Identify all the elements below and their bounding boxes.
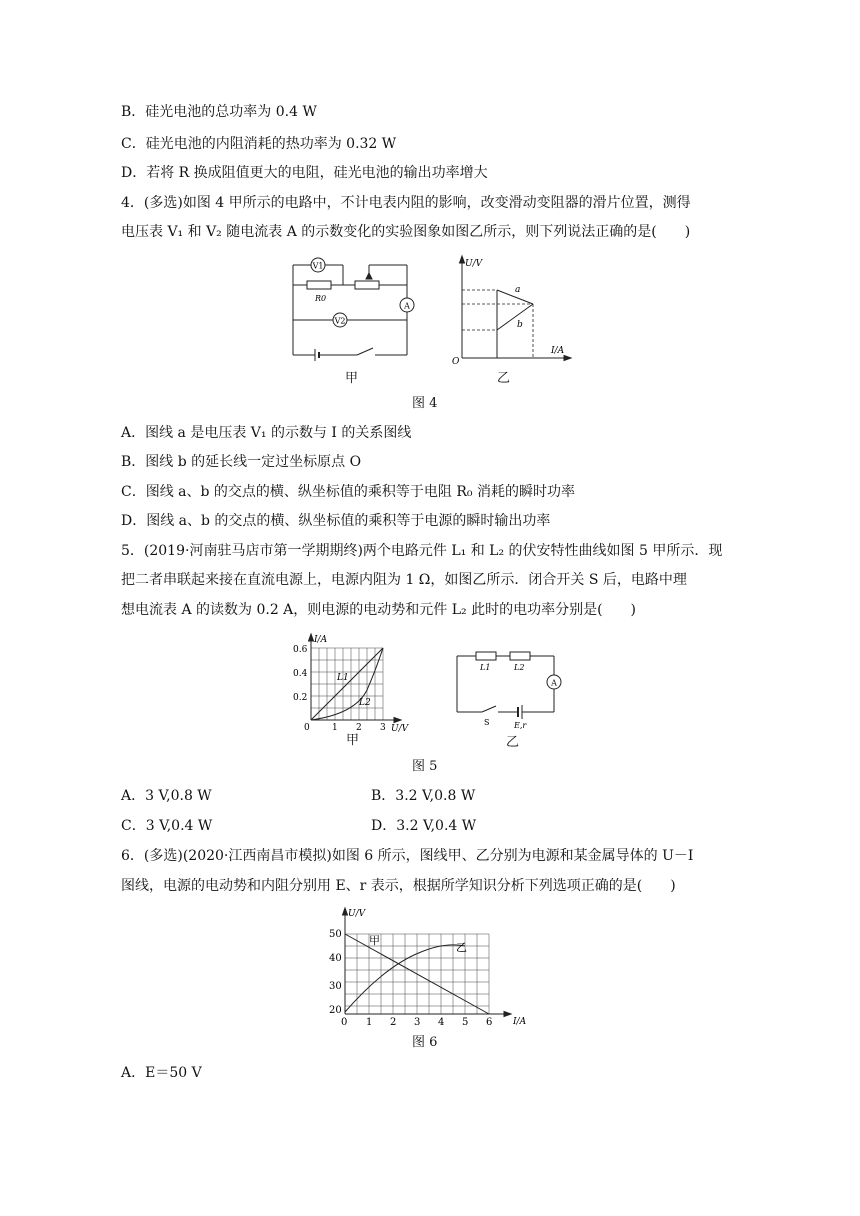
q5-circuit-diagram xyxy=(452,648,572,730)
q4-circuit-diagram xyxy=(285,255,415,365)
q5-iu-graph xyxy=(293,628,423,740)
q5-option-b: B．3.2 V,0.8 W xyxy=(371,788,476,804)
q6-xtick-1: 1 xyxy=(366,1017,373,1028)
q5-xtick-1: 1 xyxy=(332,723,338,733)
q5-xtick-3: 3 xyxy=(380,723,386,733)
q5-ytick-0: 0 xyxy=(304,723,310,733)
q4-option-d: D．图线 a、b 的交点的横、纵坐标值的乘积等于电源的瞬时输出功率 xyxy=(121,513,551,529)
q4-fig-caption: 图 4 xyxy=(412,396,438,411)
q6-line-yi-label: 乙 xyxy=(456,941,467,954)
q5-circuit-l1: L1 xyxy=(480,663,491,672)
q6-xtick-2: 2 xyxy=(390,1017,397,1028)
q6-xtick-3: 3 xyxy=(414,1017,421,1028)
q4-graph-ylabel: U/V xyxy=(465,259,483,269)
q5-option-d: D．3.2 V,0.4 W xyxy=(371,818,477,834)
q5-circuit-l2: L2 xyxy=(514,663,525,672)
q5-ytick-06: 0.6 xyxy=(293,645,308,655)
q5-stem-line3: 想电流表 A 的读数为 0.2 A，则电源的电动势和元件 L₂ 此时的电功率分别是( ) xyxy=(121,602,637,618)
q4-line-b-label: b xyxy=(517,320,523,330)
q5-l1-label: L1 xyxy=(337,673,349,683)
q6-xtick-6: 6 xyxy=(486,1017,493,1028)
q5-option-a: A．3 V,0.8 W xyxy=(121,788,212,804)
r0-label: R0 xyxy=(315,294,327,303)
ammeter-label: A xyxy=(404,301,410,311)
q4-ui-graph xyxy=(445,252,575,367)
q5-ytick-02: 0.2 xyxy=(293,693,308,703)
q5-stem-line2: 把二者串联起来接在直流电源上，电源内阻为 1 Ω，如图乙所示．闭合开关 S 后，电路中理 xyxy=(121,572,687,588)
q5-graph-ylabel: I/A xyxy=(314,635,328,645)
q3-option-b: B．硅光电池的总功率为 0.4 W xyxy=(121,104,317,120)
q6-stem-line1: 6．(多选)(2020·江西南昌市模拟)如图 6 所示，图线甲、乙分别为电源和某金属导体的 U－I xyxy=(121,848,694,864)
q5-graph-xlabel: U/V xyxy=(391,724,409,734)
q5-option-c: C．3 V,0.4 W xyxy=(121,818,213,834)
q5-l2-label: L2 xyxy=(359,698,371,708)
q4-graph-xlabel: I/A xyxy=(551,346,565,356)
q4-option-c: C．图线 a、b 的交点的横、纵坐标值的乘积等于电阻 R₀ 消耗的瞬时功率 xyxy=(121,484,575,500)
q6-ytick-20: 20 xyxy=(329,1005,342,1016)
q5-source-label: E,r xyxy=(514,721,527,730)
q6-stem-line2: 图线，电源的电动势和内阻分别用 E、r 表示，根据所学知识分析下列选项正确的是( ) xyxy=(121,878,676,894)
q6-ytick-50: 50 xyxy=(329,929,342,940)
q6-fig-caption: 图 6 xyxy=(412,1035,438,1050)
q4-fig-right-label: 乙 xyxy=(497,371,511,386)
q5-stem-line1: 5．(2019·河南驻马店市第一学期期终)两个电路元件 L₁ 和 L₂ 的伏安特性曲线如图 5 甲所示．现 xyxy=(121,543,723,559)
q6-ytick-30: 30 xyxy=(329,981,342,992)
q5-fig-right-label: 乙 xyxy=(506,735,520,750)
q3-option-d: D．若将 R 换成阻值更大的电阻，硅光电池的输出功率增大 xyxy=(121,165,488,181)
q3-option-c: C．硅光电池的内阻消耗的热功率为 0.32 W xyxy=(121,136,397,152)
q6-ui-graph xyxy=(325,900,535,1028)
q4-option-a: A．图线 a 是电压表 V₁ 的示数与 I 的关系图线 xyxy=(121,425,412,441)
q5-ytick-04: 0.4 xyxy=(293,669,308,679)
q6-line-jia-label: 甲 xyxy=(369,934,380,947)
v1-label: V1 xyxy=(312,261,324,271)
q6-graph-ylabel: U/V xyxy=(348,909,366,919)
q5-fig-caption: 图 5 xyxy=(412,759,438,774)
v2-label: V2 xyxy=(334,316,346,326)
q5-switch-label: S xyxy=(484,718,490,727)
q5-fig-left-label: 甲 xyxy=(346,733,360,748)
q6-ytick-40: 40 xyxy=(329,953,342,964)
q4-stem-line2: 电压表 V₁ 和 V₂ 随电流表 A 的示数变化的实验图象如图乙所示，则下列说法正确的是( ) xyxy=(121,224,691,240)
q6-graph-xlabel: I/A xyxy=(513,1017,527,1027)
q4-graph-origin: O xyxy=(452,357,460,367)
q4-line-a-label: a xyxy=(515,285,521,295)
q5-ammeter-label: A xyxy=(551,678,557,688)
q4-stem-line1: 4．(多选)如图 4 甲所示的电路中，不计电表内阻的影响，改变滑动变阻器的滑片位置，测得 xyxy=(121,195,691,211)
q4-option-b: B．图线 b 的延长线一定过坐标原点 O xyxy=(121,454,362,470)
q6-xtick-5: 5 xyxy=(462,1017,469,1028)
q6-option-a: A．E＝50 V xyxy=(121,1065,202,1081)
q5-xtick-2: 2 xyxy=(356,723,362,733)
q6-xtick-4: 4 xyxy=(438,1017,445,1028)
q4-fig-left-label: 甲 xyxy=(345,371,359,386)
q6-xtick-0: 0 xyxy=(341,1017,348,1028)
